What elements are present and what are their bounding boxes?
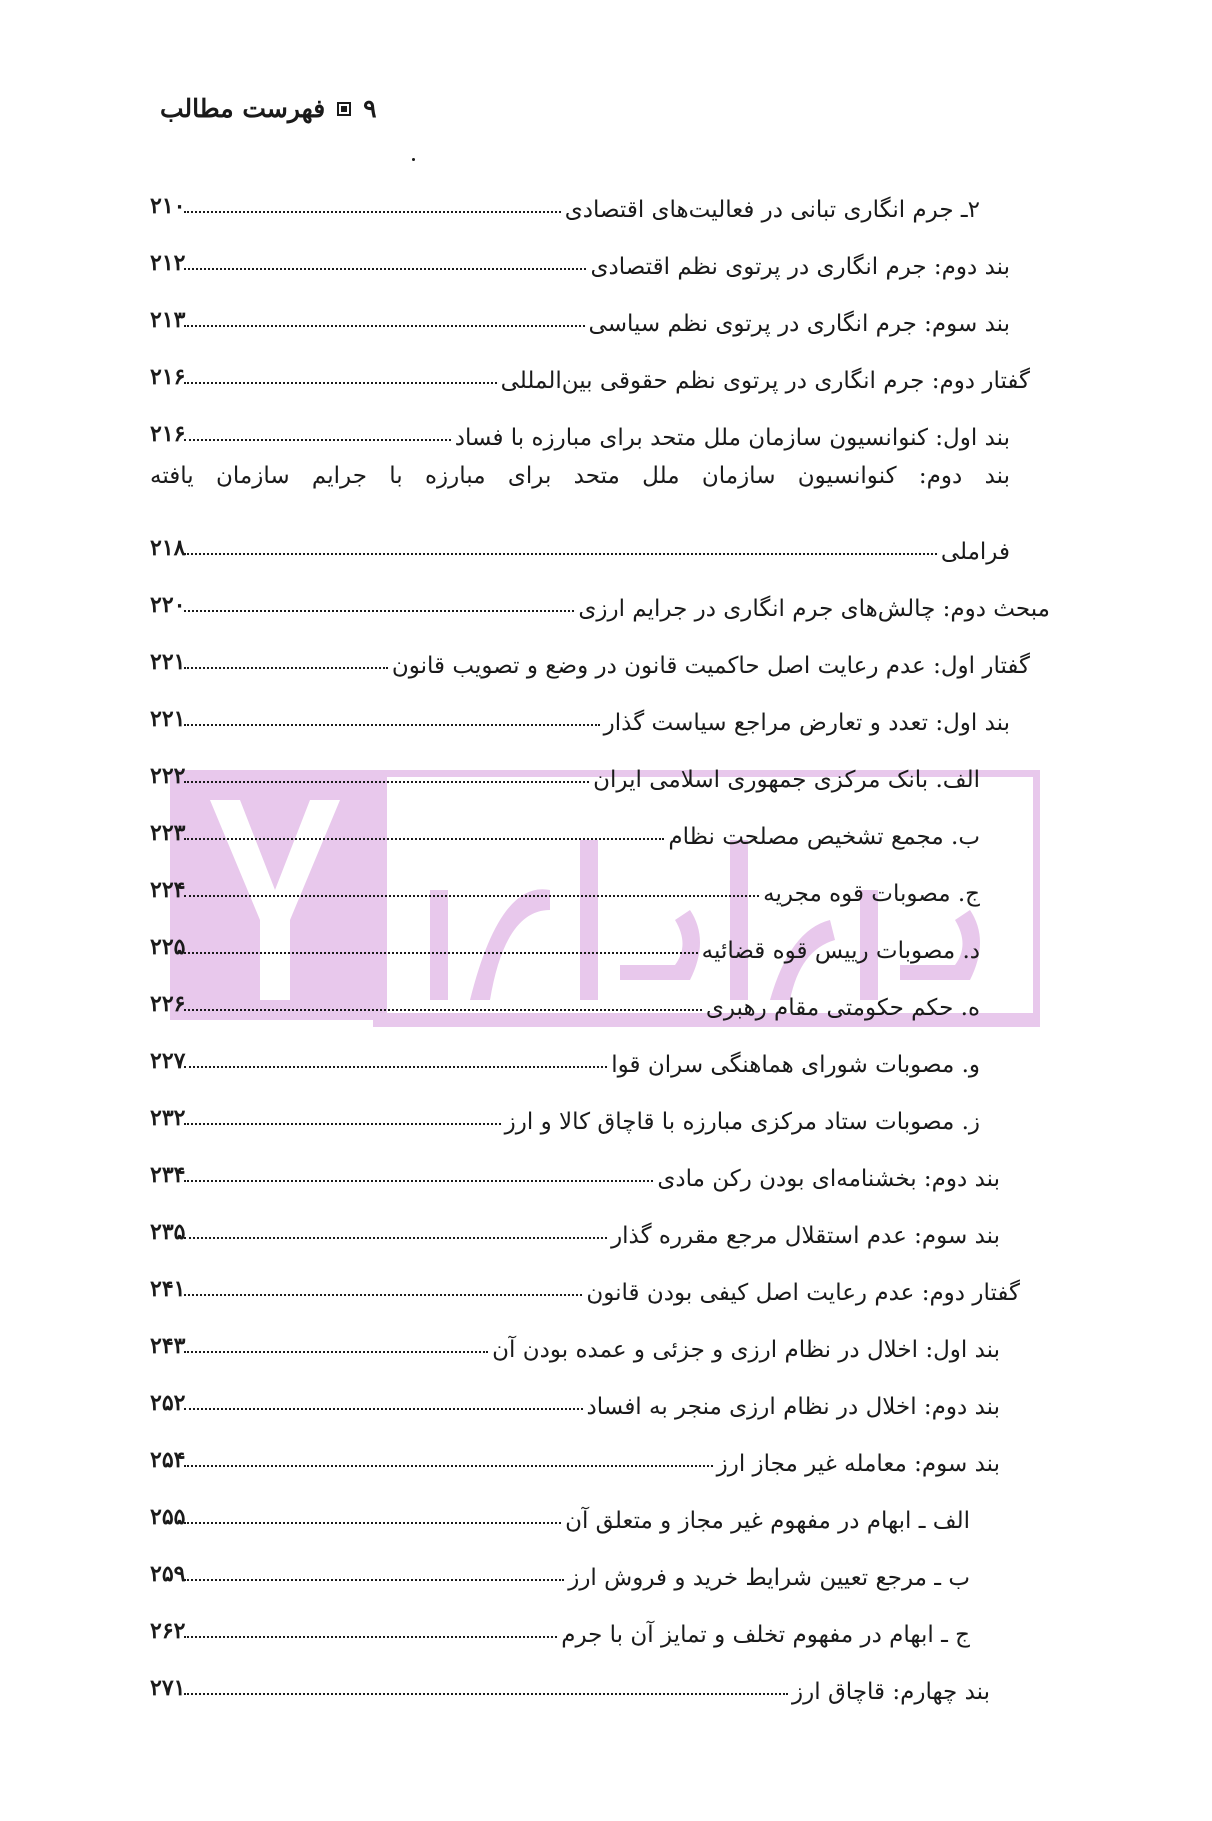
toc-page-number: ۲۴۳ xyxy=(150,1333,186,1359)
page-number: ۹ xyxy=(363,94,377,123)
toc-entry[interactable] xyxy=(150,286,1050,343)
toc-page-number: ۲۲۵ xyxy=(150,934,186,960)
toc-entry[interactable] xyxy=(150,1312,1050,1369)
toc-page-number: ۲۲۱ xyxy=(150,706,186,732)
dot-leader xyxy=(184,701,600,726)
toc-page-number: ۲۶۲ xyxy=(150,1618,186,1644)
toc-page-number: ۲۵۵ xyxy=(150,1504,186,1530)
dot-leader xyxy=(184,587,574,612)
table-of-contents xyxy=(150,172,1050,1711)
toc-entry[interactable] xyxy=(150,1198,1050,1255)
dot-leader xyxy=(184,1271,582,1296)
toc-title: ز. مصوبات ستاد مرکزی مبارزه با قاچاق کالا و ارز xyxy=(504,1109,980,1135)
toc-entry[interactable] xyxy=(150,1654,1050,1711)
toc-entry[interactable] xyxy=(150,457,1050,571)
toc-title: بند سوم: جرم انگاری در پرتوی نظم سیاسی xyxy=(588,311,1010,337)
print-speck xyxy=(412,158,415,161)
toc-page-number: ۲۲۴ xyxy=(150,877,186,903)
page-title: فهرست مطالب xyxy=(160,94,326,123)
toc-title: د. مصوبات رییس قوه قضائیه xyxy=(701,938,980,964)
toc-title-line1: بند دوم: کنوانسیون سازمان ملل متحد برای مبارزه با جرایم سازمان یافته xyxy=(150,463,1010,489)
toc-title: بند سوم: عدم استقلال مرجع مقرره گذار xyxy=(611,1223,1000,1249)
toc-title: بند دوم: بخشنامه‌ای بودن رکن مادی xyxy=(657,1166,1000,1192)
toc-title: گفتار دوم: عدم رعایت اصل کیفی بودن قانون xyxy=(586,1280,1020,1306)
toc-page-number: ۲۳۵ xyxy=(150,1219,186,1245)
toc-page-number: ۲۷۱ xyxy=(150,1675,186,1701)
toc-page-number: ۲۵۹ xyxy=(150,1561,186,1587)
toc-entry[interactable] xyxy=(150,400,1050,457)
toc-entry[interactable] xyxy=(150,856,1050,913)
dot-leader xyxy=(184,1556,564,1581)
dot-leader xyxy=(184,359,497,384)
dot-leader xyxy=(184,1157,653,1182)
toc-page-number: ۲۱۶ xyxy=(150,421,186,447)
toc-title: ج ـ ابهام در مفهوم تخلف و تمایز آن با جرم xyxy=(561,1622,970,1648)
toc-entry[interactable] xyxy=(150,1369,1050,1426)
toc-page-number: ۲۲۶ xyxy=(150,991,186,1017)
toc-entry[interactable] xyxy=(150,172,1050,229)
toc-page-number: ۲۱۸ xyxy=(150,535,186,561)
toc-entry[interactable] xyxy=(150,913,1050,970)
dot-leader xyxy=(184,188,561,213)
dot-leader xyxy=(184,758,589,783)
toc-entry[interactable] xyxy=(150,742,1050,799)
dot-leader xyxy=(184,644,388,669)
toc-entry[interactable] xyxy=(150,1540,1050,1597)
toc-entry[interactable] xyxy=(150,1084,1050,1141)
toc-entry[interactable] xyxy=(150,628,1050,685)
toc-page-number: ۲۵۲ xyxy=(150,1390,186,1416)
toc-title: فراملی xyxy=(940,539,1010,565)
dot-leader xyxy=(184,245,586,270)
toc-page-number: ۲۳۴ xyxy=(150,1162,186,1188)
toc-title: بند چهارم: قاچاق ارز xyxy=(792,1679,990,1705)
dot-leader xyxy=(184,1670,788,1695)
dot-leader xyxy=(184,815,664,840)
toc-title: الف ـ ابهام در مفهوم غیر مجاز و متعلق آن xyxy=(565,1508,970,1534)
toc-page-number: ۲۲۰ xyxy=(150,592,186,618)
toc-page-number: ۲۴۱ xyxy=(150,1276,186,1302)
toc-entry[interactable] xyxy=(150,343,1050,400)
dot-leader xyxy=(184,1442,713,1467)
dot-leader xyxy=(184,1613,557,1638)
toc-title: ج. مصوبات قوه مجریه xyxy=(763,881,980,907)
toc-title: ب. مجمع تشخیص مصلحت نظام xyxy=(668,824,980,850)
toc-entry[interactable] xyxy=(150,571,1050,628)
toc-title: بند دوم: اخلال در نظام ارزی منجر به افساد xyxy=(586,1394,1000,1420)
dot-leader xyxy=(184,302,585,327)
toc-entry[interactable] xyxy=(150,1027,1050,1084)
toc-page-number: ۲۱۳ xyxy=(150,307,186,333)
dot-leader xyxy=(184,1043,607,1068)
dot-leader xyxy=(184,1499,561,1524)
toc-title: بند اول: تعدد و تعارض مراجع سیاست گذار xyxy=(603,710,1010,736)
dot-leader xyxy=(184,530,937,555)
toc-entry[interactable] xyxy=(150,1426,1050,1483)
toc-entry[interactable] xyxy=(150,1483,1050,1540)
toc-title: بند اول: کنوانسیون سازمان ملل متحد برای مبارزه با فساد xyxy=(454,425,1010,451)
square-bullet-icon xyxy=(337,102,351,116)
dot-leader xyxy=(184,1385,583,1410)
toc-page-number: ۲۵۴ xyxy=(150,1447,186,1473)
dot-leader xyxy=(184,929,698,954)
toc-title: مبحث دوم: چالش‌های جرم انگاری در جرایم ارزی xyxy=(578,596,1050,622)
page-header xyxy=(160,94,377,123)
toc-title: گفتار دوم: جرم انگاری در پرتوی نظم حقوقی بین‌المللی xyxy=(500,368,1030,394)
toc-page-number: ۲۲۷ xyxy=(150,1048,186,1074)
dot-leader xyxy=(184,416,451,441)
toc-title: ه. حکم حکومتی مقام رهبری xyxy=(705,995,980,1021)
toc-entry[interactable] xyxy=(150,1141,1050,1198)
toc-title: ۲ـ جرم انگاری تبانی در فعالیت‌های اقتصادی xyxy=(564,197,980,223)
toc-entry[interactable] xyxy=(150,1597,1050,1654)
dot-leader xyxy=(184,1100,501,1125)
dot-leader xyxy=(184,1328,488,1353)
toc-title: گفتار اول: عدم رعایت اصل حاکمیت قانون در وضع و تصویب قانون xyxy=(391,653,1030,679)
toc-page-number: ۲۳۲ xyxy=(150,1105,186,1131)
toc-page-number: ۲۲۱ xyxy=(150,649,186,675)
toc-title: بند سوم: معامله غیر مجاز ارز xyxy=(716,1451,1000,1477)
toc-page-number: ۲۲۳ xyxy=(150,820,186,846)
toc-entry[interactable] xyxy=(150,685,1050,742)
toc-title: بند اول: اخلال در نظام ارزی و جزئی و عمده بودن آن xyxy=(492,1337,1000,1363)
toc-page-number: ۲۱۰ xyxy=(150,193,186,219)
toc-entry[interactable] xyxy=(150,229,1050,286)
toc-title: ب ـ مرجع تعیین شرایط خرید و فروش ارز xyxy=(568,1565,970,1591)
toc-entry[interactable] xyxy=(150,1255,1050,1312)
toc-title: و. مصوبات شورای هماهنگی سران قوا xyxy=(611,1052,980,1078)
toc-page-number: ۲۱۶ xyxy=(150,364,186,390)
toc-entry[interactable] xyxy=(150,799,1050,856)
dot-leader xyxy=(184,872,759,897)
toc-title: الف. بانک مرکزی جمهوری اسلامی ایران xyxy=(593,767,980,793)
dot-leader xyxy=(184,986,702,1011)
toc-page-number: ۲۱۲ xyxy=(150,250,186,276)
dot-leader xyxy=(184,1214,607,1239)
toc-title: بند دوم: جرم انگاری در پرتوی نظم اقتصادی xyxy=(590,254,1010,280)
toc-page-number: ۲۲۲ xyxy=(150,763,186,789)
toc-entry[interactable] xyxy=(150,970,1050,1027)
